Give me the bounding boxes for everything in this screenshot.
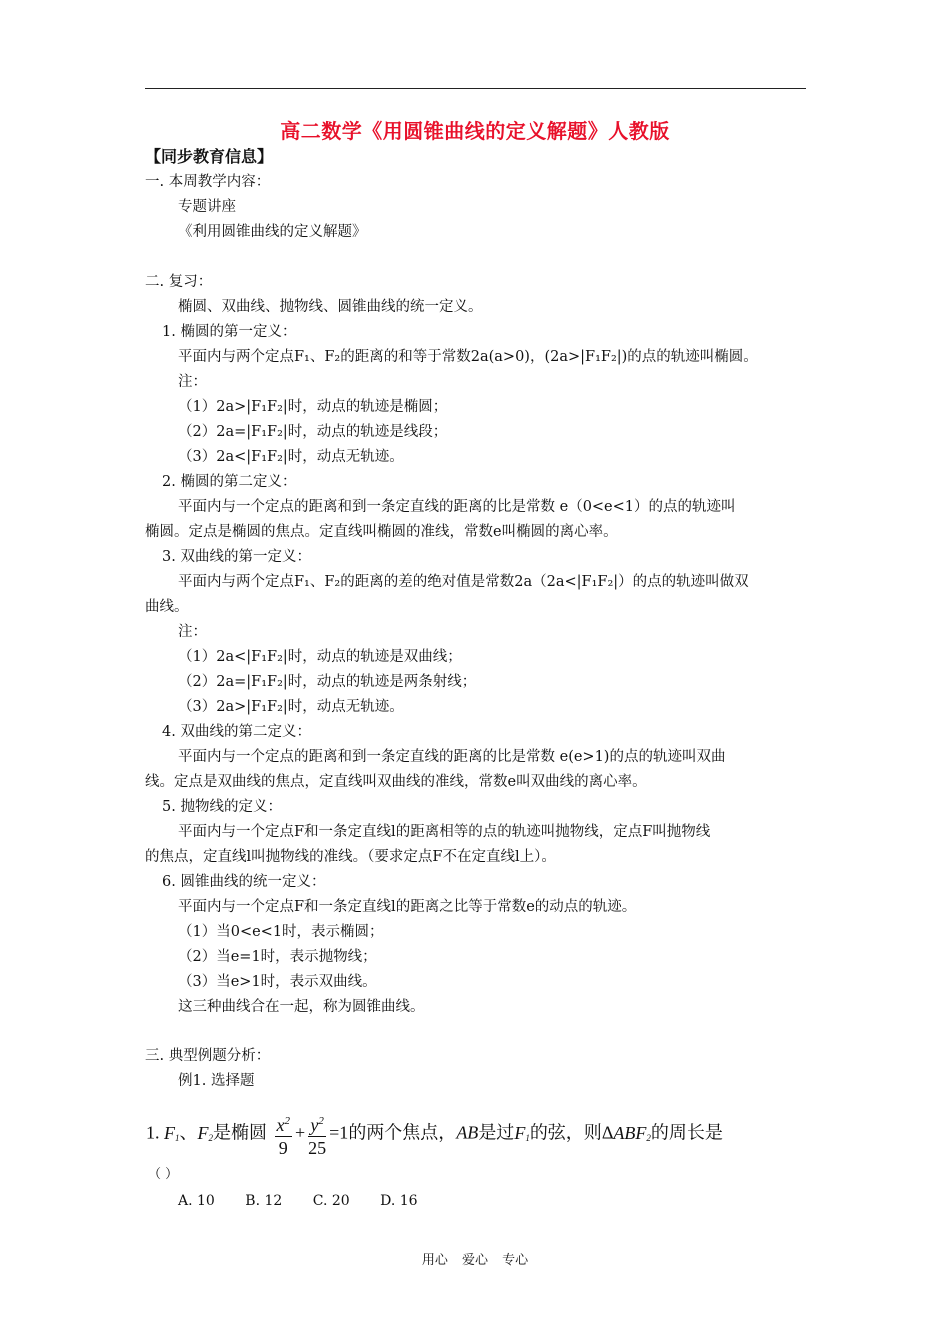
def-3-note: 注： — [178, 624, 207, 640]
def-6-case-3: （3）当e>1时，表示双曲线。 — [178, 974, 377, 990]
section-tag: 【同步教育信息】 — [145, 147, 274, 166]
def-6-summary: 这三种曲线合在一起，称为圆锥曲线。 — [178, 999, 425, 1015]
def-1-note-1: （1）2a>|F₁F₂|时，动点的轨迹是椭圆； — [178, 399, 448, 415]
option-a: A. 10 — [178, 1193, 215, 1209]
section-1-heading: 一. 本周教学内容： — [145, 174, 271, 190]
problem-text-3: 是过 — [478, 1122, 515, 1143]
problem-text-4: 的弦，则 — [529, 1122, 602, 1143]
option-d: D. 16 — [380, 1193, 418, 1209]
def-3-title: 3. 双曲线的第一定义： — [162, 549, 311, 565]
def-3-note-3: （3）2a>|F₁F₂|时，动点无轨迹。 — [178, 699, 404, 715]
section-1-line-2: 《利用圆锥曲线的定义解题》 — [178, 224, 367, 240]
section-2-intro: 椭圆、双曲线、抛物线、圆锥曲线的统一定义。 — [178, 299, 483, 315]
triangle-symbol: Δ — [601, 1122, 614, 1143]
def-2-title: 2. 椭圆的第二定义： — [162, 474, 297, 490]
plus-sign: + — [295, 1122, 306, 1143]
fraction-x-squared-over-9: $\frac{x^2}{9}$ — [275, 1110, 293, 1159]
def-3-text-2: 曲线。 — [145, 599, 189, 615]
def-5-text-2: 的焦点，定直线l叫抛物线的准线。（要求定点F不在定直线l上）。 — [145, 849, 556, 865]
def-2-text-2: 椭圆。定点是椭圆的焦点。定直线叫椭圆的准线，常数e叫椭圆的离心率。 — [145, 524, 618, 540]
def-3-note-2: （2）2a=|F₁F₂|时，动点的轨迹是两条射线； — [178, 674, 477, 690]
def-4-text-2: 线。定点是双曲线的焦点，定直线叫双曲线的准线，常数e叫双曲线的离心率。 — [145, 774, 647, 790]
option-c: C. 20 — [312, 1193, 350, 1209]
triangle-abf2: $ABF_2$ — [613, 1122, 651, 1143]
def-1-note: 注： — [178, 374, 207, 390]
section-1-line-1: 专题讲座 — [178, 199, 236, 215]
def-6-text: 平面内与一个定点F和一条定直线l的距离之比等于常数e的动点的轨迹。 — [178, 899, 637, 915]
def-1-text: 平面内与两个定点F₁、F₂的距离的和等于常数2a(a>0)，(2a>|F₁F₂|)的点的轨迹叫椭圆。 — [178, 349, 758, 365]
def-1-title: 1. 椭圆的第一定义： — [162, 324, 297, 340]
separator: 、 — [179, 1122, 198, 1143]
def-4-title: 4. 双曲线的第二定义： — [162, 724, 311, 740]
def-6-case-1: （1）当0<e<1时，表示椭圆； — [178, 924, 384, 940]
focus-f1-ref: $F_1$ — [514, 1122, 530, 1143]
def-1-note-3: （3）2a<|F₁F₂|时，动点无轨迹。 — [178, 449, 404, 465]
def-6-case-2: （2）当e=1时，表示抛物线； — [178, 949, 377, 965]
chord-ab: AB — [456, 1122, 479, 1143]
section-3-heading: 三. 典型例题分析： — [145, 1048, 271, 1064]
option-b: B. 12 — [245, 1193, 283, 1209]
def-3-text-1: 平面内与两个定点F₁、F₂的距离的差的绝对值是常数2a（2a<|F₁F₂|）的点的轨迹叫做双 — [178, 574, 749, 590]
def-5-text-1: 平面内与一个定点F和一条定直线l的距离相等的点的轨迹叫抛物线，定点F叫抛物线 — [178, 824, 711, 840]
problem-text-5: 的周长是 — [650, 1122, 723, 1143]
page-footer: 用心 爱心 专心 — [421, 1253, 529, 1268]
example-1-label: 例1. 选择题 — [178, 1073, 255, 1089]
def-1-note-2: （2）2a=|F₁F₂|时，动点的轨迹是线段； — [178, 424, 448, 440]
def-6-title: 6. 圆锥曲线的统一定义： — [162, 874, 326, 890]
def-4-text-1: 平面内与一个定点的距离和到一条定直线的距离的比是常数 e(e>1)的点的轨迹叫双曲 — [178, 749, 726, 765]
def-2-text-1: 平面内与一个定点的距离和到一条定直线的距离的比是常数 e（0<e<1）的点的轨迹叫 — [178, 499, 736, 515]
section-2-heading: 二. 复习： — [145, 274, 213, 290]
equals-one: =1 — [329, 1122, 349, 1143]
fraction-y-squared-over-25: $\frac{y^2}{25}$ — [308, 1110, 326, 1159]
focus-f1: $F_1$ — [164, 1122, 180, 1143]
answer-options — [178, 1191, 444, 1211]
def-5-title: 5. 抛物线的定义： — [162, 799, 282, 815]
problem-text-2: 的两个焦点， — [348, 1122, 457, 1143]
document-title: 高二数学《用圆锥曲线的定义解题》人教版 — [280, 119, 670, 143]
problem-text-1: 是椭圆 — [213, 1122, 267, 1143]
problem-number: 1. — [146, 1122, 160, 1143]
focus-f2: $F_2$ — [197, 1122, 213, 1143]
problem-1-statement — [146, 1110, 723, 1160]
header-rule — [145, 88, 806, 89]
def-3-note-1: （1）2a<|F₁F₂|时，动点的轨迹是双曲线； — [178, 649, 462, 665]
answer-parentheses: （ ） — [148, 1167, 179, 1182]
